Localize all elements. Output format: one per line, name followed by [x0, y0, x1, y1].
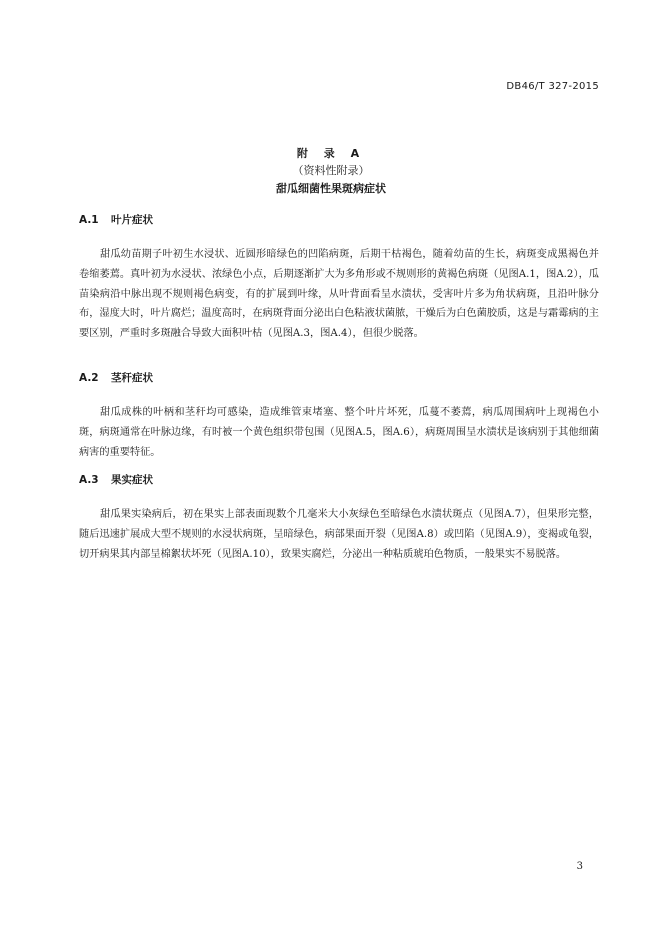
section-heading	[79, 370, 599, 386]
section-number: A.1	[79, 214, 99, 226]
section-paragraph: 甜瓜幼苗期子叶初生水浸状、近圆形暗绿色的凹陷病斑，后期干枯褐色，随着幼苗的生长，病斑变成黑褐色并卷缩萎蔫。真叶初为水浸状、浓绿色小点，后期逐渐扩大为多角形或不规则形的黄褐色病斑（见图A.1，图A.2），瓜苗染病沿中脉出现不规则褐色病变，有的扩展到叶缘，从叶背面看呈水渍状，受害叶片多为角状病斑，且沿叶脉分布，湿度大时，叶片腐烂；温度高时，在病斑背面分泌出白色粘液状菌脓，干燥后为白色菌胶质，这是与霜霉病的主要区别，严重时多斑融合导致大面积叶枯（见图A.3，图A.4），但很少脱落。	[79, 249, 599, 340]
appendix-label: 附 录 A	[296, 147, 366, 160]
section-title: 叶片症状	[111, 214, 153, 226]
section-heading	[79, 472, 599, 488]
section-paragraph: 甜瓜成株的叶柄和茎秆均可感染，造成维管束堵塞、整个叶片坏死，瓜蔓不萎蔫，病瓜周围病叶上现褐色小斑，病斑通常在叶脉边缘，有时被一个黄色组织带包围（见图A.5，图A.6），病斑周围呈水渍状是该病别于其他细菌病害的重要特征。	[79, 407, 599, 458]
section-a2	[79, 370, 599, 473]
appendix-title: 甜瓜细菌性果斑病症状	[276, 182, 386, 195]
section-number: A.2	[79, 372, 99, 384]
section-heading	[79, 212, 599, 228]
section-number: A.3	[79, 474, 99, 486]
page-number: 3	[576, 861, 583, 872]
appendix-note: （资料性附录）	[292, 164, 370, 177]
section-title: 果实症状	[111, 474, 153, 486]
appendix-heading-block	[0, 146, 662, 198]
section-a1	[79, 212, 599, 354]
section-title: 茎秆症状	[111, 372, 153, 384]
section-paragraph: 甜瓜果实染病后，初在果实上部表面现数个几毫米大小灰绿色至暗绿色水渍状斑点（见图A.7），但果形完整，随后迅速扩展成大型不规则的水浸状病斑，呈暗绿色，病部果面开裂（见图A.8）或凹陷（见图A.9），变褐或龟裂，切开病果其内部呈棉絮状坏死（见图A.10），致果实腐烂，分泌出一种粘质琥珀色物质，一般果实不易脱落。	[79, 509, 599, 560]
standard-code: DB46/T 327-2015	[506, 81, 599, 92]
section-a3	[79, 472, 599, 575]
